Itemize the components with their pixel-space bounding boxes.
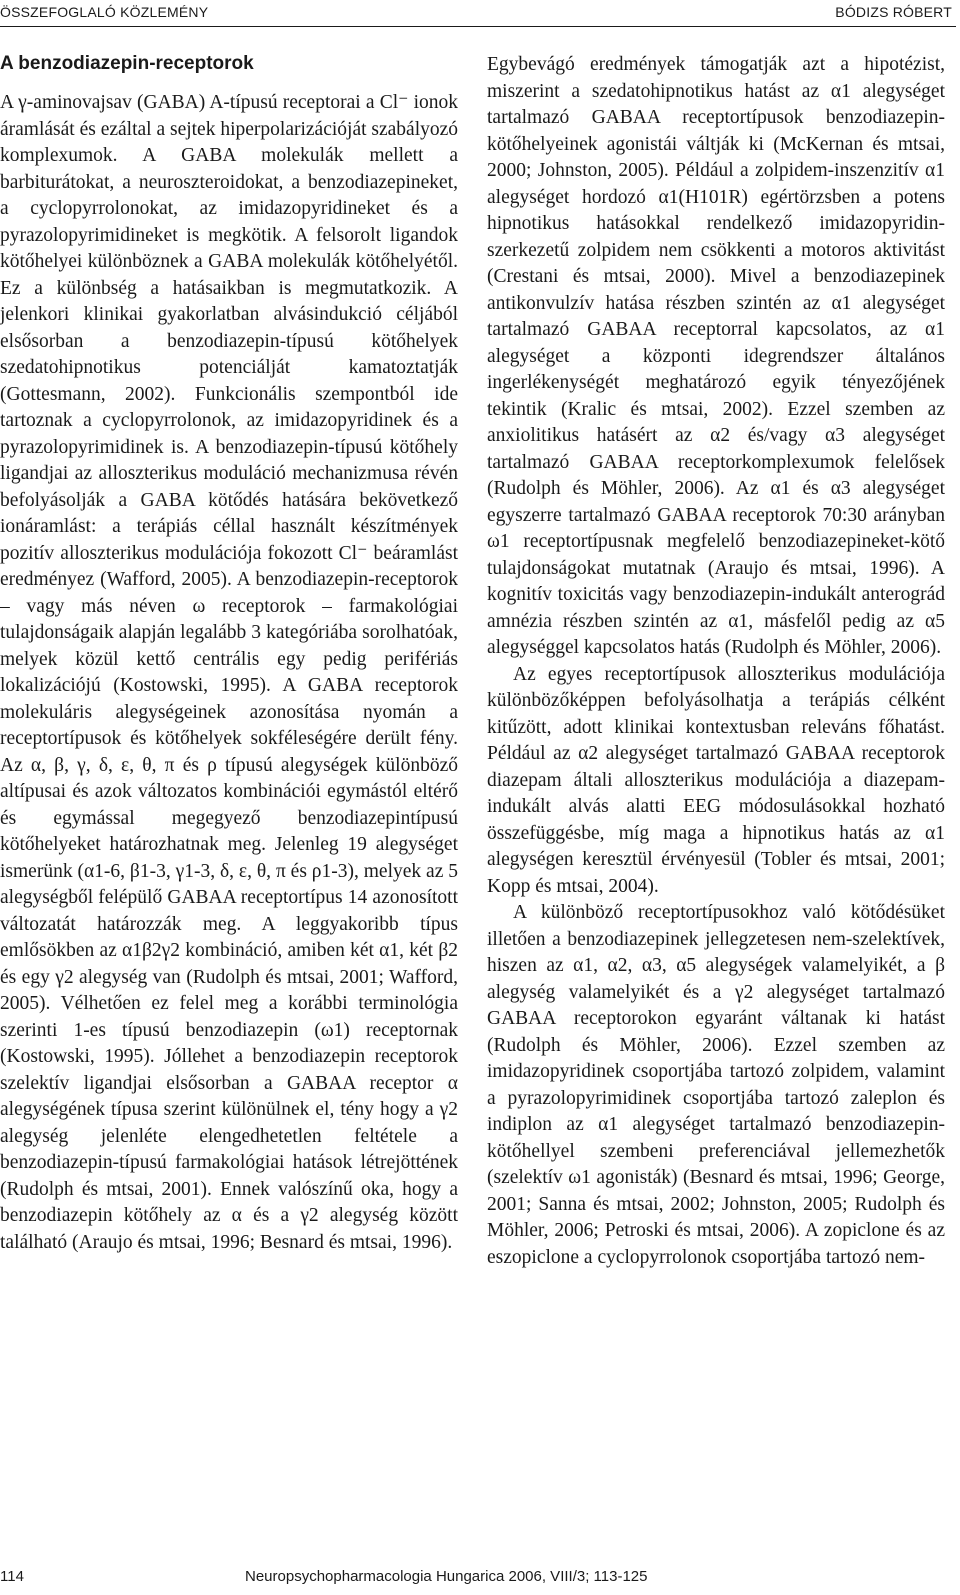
section-title: A benzodiazepin-receptorok — [0, 53, 254, 74]
body-paragraph: Egybevágó eredmények támogatják azt a hipotézist, miszerint a szedatohipnotikus hatást az α1 alegységet tartalmazó GABAA receptortípusok benzodiazepin-kötőhelyeinek agonistái váltják ki (McKernan és mtsai, 2000; Johnston, 2005). Például a zolpidem-inszenzitív α1 alegységet hordozó α1(H101R) egértörzsben a potens hipnotikus hatásokkal rendelkező imidazopyridin-szerkezetű zolpidem nem csökkenti a motoros aktivitást (Crestani és mtsai, 2000). Mivel a benzodiazepinek antikonvulzív hatása részben szintén az α1 alegységet tartalmazó GABAA receptorral kapcsolatos, az α1 alegységet a központi idegrendszer általános ingerlékenységét meghatározó egyik tényezőjének tekintik (Kralic és mtsai, 2002). Ezzel szemben az anxiolitikus hatásért az α2 és/vagy α3 alegységet tartalmazó GABAA receptorkomplexumok felelősek (Rudolph és Möhler, 2006). Az α1 és α3 alegységet egyszerre tartalmazó GABAA receptorok 70:30 arányban ω1 receptortípusnak megfelelő benzodiazepineket-kötő tulajdonságokat mutatnak (Araujo és mtsai, 1996). A kognitív toxicitás vagy benzodiazepin-indukált anterográd amnézia részben szintén az α1, másfelől pedig az α5 alegységgel kapcsolatos hatás (Rudolph és Möhler, 2006). — [487, 54, 945, 658]
body-paragraph: A γ-aminovajsav (GABA) A-típusú receptorai a Cl⁻ ionok áramlását és ezáltal a sejtek hiperpolarizációját szabályozó komplexumok. A GABA molekulák mellett a barbiturátokat, a neuroszteroidokat, a benzodiazepineket, a cyclopyrrolonokat, az imidazopyridineket és a pyrazolopyrimidineket is megkötik. A felsorolt ligandok kötőhelyei különböznek a GABA molekulák kötőhelyétől. Ez a különbség a hatásaikban is megmutatkozik. A jelenkori klinikai gyakorlatban alvásindukció céljából elsősorban a benzodiazepin-típusú kötőhelyek szedatohipnotikus potenciálját kamatoztatják (Gottesmann, 2002). Funkcionális szempontból ide tartoznak a cyclopyrrolonok, az imidazopyridinek és a pyrazolopyrimidinek is. A benzodiazepin-típusú kötőhely ligandjai az alloszterikus moduláció mechanizmusa révén befolyásolják a GABA kötődés hatására bekövetkező ionáramlást: a terápiás céllal használt készítmények pozitív alloszterikus modulációja fokozott Cl⁻ beáramlást eredményez (Wafford, 2005). A benzodiazepin-receptorok – vagy más néven ω receptorok – farmakológiai tulajdonságaik alapján legalább 3 kategóriába sorolhatóak, melyek közül kettő centrális egy pedig perifériás lokalizációjú (Kostowski, 1995). A GABA receptorok molekuláris alegységeinek azonosítása nyomán a receptortípusok és kötőhelyek sokféleségére derült fény. Az α, β, γ, δ, ε, θ, π és ρ típusú alegységek különböző altípusai és azok változatos kombinációi egymástól eltérő és egymással megegyező benzodiazepintípusú kötőhelyeket határozhatnak meg. Jelenleg 19 alegységet ismerünk (α1-6, β1-3, γ1-3, δ, ε, θ, π és ρ1-3), melyek az 5 alegységből felépülő GABAA receptortípus 14 azonosított változatát határozzák meg. A leggyakoribb típus emlősökben az α1β2γ2 kombináció, amiben két α1, két β2 és egy γ2 alegység van (Rudolph és mtsai, 2001; Wafford, 2005). Vélhetően ez felel meg a korábbi terminológia szerinti 1-es típusú benzodiazepin (ω1) receptornak (Kostowski, 1995). Jóllehet a benzodiazepin receptorok szelektív ligandjai elsősorban a GABAA receptor α alegységének típusa szerint különülnek el, tény hogy a γ2 alegység jelenléte elengedhetetlen feltétele a benzodiazepin-típusú farmakológiai hatások létrejöttének (Rudolph és mtsai, 2001). Ennek valószínű oka, hogy a benzodiazepin kötőhely az α és a γ2 alegység között található (Araujo és mtsai, 1996; Besnard és mtsai, 1996). — [0, 92, 459, 1253]
right-column — [487, 52, 945, 1271]
running-header-section: ÖSSZEFOGLALÓ KÖZLEMÉNY — [0, 4, 209, 20]
journal-citation: Neuropsychopharmacologia Hungarica 2006, VIII/3; 113-125 — [245, 1568, 648, 1585]
body-paragraph: A különböző receptortípusokhoz való kötődésüket illetően a benzodiazepinek jellegzetesen nem-szelektívek, hiszen az α1, α2, α3, α5 alegységek valamelyikét, a β alegység valamelyikét és a γ2 alegységet tartalmazó GABAA receptorokon egyaránt váltanak ki hatást (Rudolph és Möhler, 2006). Ezzel szemben az imidazopyridinek csoportjába tartozó zolpidem, valamint a pyrazolopyrimidinek csoportjába tartozó zaleplon és indiplon az α1 alegységet tartalmazó benzodiazepin-kötőhellyel szembeni preferenciával jellemezhetők (szelektív ω1 agonisták) (Besnard és mtsai, 1996; George, 2001; Sanna és mtsai, 2002; Johnston, 2005; Rudolph és Möhler, 2006; Petroski és mtsai, 2006). A zopiclone és az eszopiclone a cyclopyrrolonok csoportjába tartozó nem- — [487, 902, 945, 1268]
left-column — [0, 52, 458, 1256]
body-paragraph: Az egyes receptortípusok alloszterikus modulációja különbözőképpen befolyásolhatja a terápiás célként kitűzött, adott klinikai kontextusban releváns főhatást. Például az α2 alegységet tartalmazó GABAA receptorok diazepam általi alloszterikus modulációja a diazepam-indukált alvás alatti EEG módosulásokkal hozható összefüggésbe, míg maga a hipnotikus hatás az α1 alegységen keresztül érvényesül (Tobler és mtsai, 2001; Kopp és mtsai, 2004). — [487, 663, 945, 897]
running-header-author: BÓDIZS RÓBERT — [835, 4, 952, 20]
page-number: 114 — [0, 1568, 24, 1585]
header-divider — [0, 26, 956, 27]
